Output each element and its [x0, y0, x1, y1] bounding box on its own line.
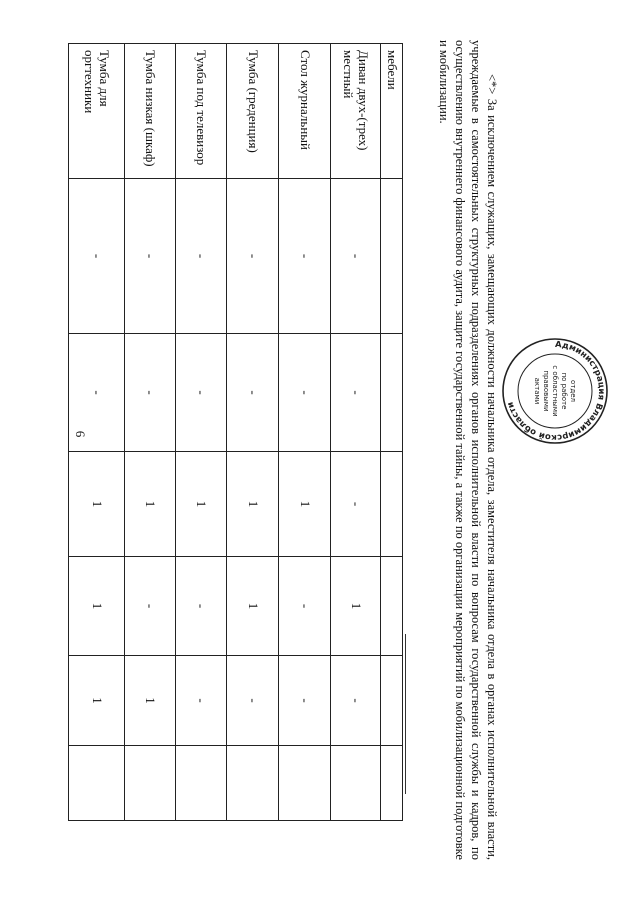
furniture-name-cell: мебели	[380, 44, 402, 179]
quantity-cell: -	[124, 557, 175, 656]
quantity-cell: -	[227, 179, 279, 334]
quantity-cell: -	[175, 334, 226, 452]
quantity-cell: -	[175, 179, 226, 334]
furniture-name-cell: Тумба для оргтехники	[69, 44, 125, 179]
seal-inner-line: отдел	[569, 380, 577, 402]
quantity-cell	[124, 746, 175, 821]
furniture-name-cell: Тумба под телевизор	[175, 44, 226, 179]
quantity-cell: -	[175, 656, 226, 746]
quantity-cell	[330, 746, 380, 821]
page-number: 6	[73, 430, 88, 438]
seal-inner-line: с областными	[551, 365, 559, 417]
quantity-cell: -	[330, 656, 380, 746]
table-row	[380, 44, 402, 821]
quantity-cell	[380, 656, 402, 746]
quantity-cell: 1	[69, 452, 125, 557]
quantity-cell: -	[124, 179, 175, 334]
quantity-cell: 1	[124, 656, 175, 746]
quantity-cell: -	[330, 334, 380, 452]
seal-inner-line: по работе	[560, 372, 568, 410]
quantity-cell	[380, 334, 402, 452]
table-row	[330, 44, 380, 821]
furniture-table	[68, 43, 403, 821]
seal-outer-text: Администрация Владимирской области	[505, 339, 607, 443]
table-row	[279, 44, 330, 821]
table-row	[124, 44, 175, 821]
table-row	[175, 44, 226, 821]
official-seal-stamp	[500, 336, 610, 446]
quantity-cell: -	[279, 179, 330, 334]
footnote-separator	[405, 634, 407, 794]
quantity-cell: 1	[279, 452, 330, 557]
table-row	[69, 44, 125, 821]
footnote-text: <*> За исключением служащих, замещающих должности начальника отдела, заместителя начальника отдела в органах исполнительной власти, учреждаемые в самостоятельных структурных подразделениях органов исполнительной власти по вопросам государственной службы и кадров, по осуществлению внутреннего финансового аудита, защите государственной тайны, а также по организации мероприятий по мобилизационной подготовке и мобилизации.	[437, 40, 499, 860]
table-row	[227, 44, 279, 821]
quantity-cell: -	[175, 557, 226, 656]
quantity-cell	[69, 746, 125, 821]
quantity-cell	[279, 746, 330, 821]
quantity-cell: 1	[330, 557, 380, 656]
quantity-cell: 1	[69, 557, 125, 656]
quantity-cell: -	[279, 334, 330, 452]
quantity-cell	[380, 746, 402, 821]
quantity-cell: -	[124, 334, 175, 452]
quantity-cell	[175, 746, 226, 821]
seal-inner-line: правовыми	[542, 370, 550, 412]
quantity-cell	[380, 179, 402, 334]
quantity-cell: 1	[227, 452, 279, 557]
quantity-cell	[227, 746, 279, 821]
quantity-cell: -	[330, 179, 380, 334]
furniture-table-container	[68, 43, 403, 820]
furniture-name-cell: Тумба (греденция)	[227, 44, 279, 179]
quantity-cell	[380, 452, 402, 557]
footnote-container	[420, 40, 500, 860]
quantity-cell: -	[227, 334, 279, 452]
quantity-cell: 1	[69, 656, 125, 746]
quantity-cell: -	[330, 452, 380, 557]
seal-inner-line: актами	[533, 377, 541, 405]
furniture-name-cell: Стол журнальный	[279, 44, 330, 179]
quantity-cell: 1	[124, 452, 175, 557]
quantity-cell: -	[227, 656, 279, 746]
quantity-cell: -	[69, 334, 125, 452]
quantity-cell: 1	[227, 557, 279, 656]
quantity-cell	[380, 557, 402, 656]
quantity-cell: -	[279, 557, 330, 656]
furniture-name-cell: Диван двух-(трех) местный	[330, 44, 380, 179]
quantity-cell: 1	[175, 452, 226, 557]
quantity-cell: -	[69, 179, 125, 334]
quantity-cell: -	[279, 656, 330, 746]
furniture-name-cell: Тумба низкая (шкаф)	[124, 44, 175, 179]
